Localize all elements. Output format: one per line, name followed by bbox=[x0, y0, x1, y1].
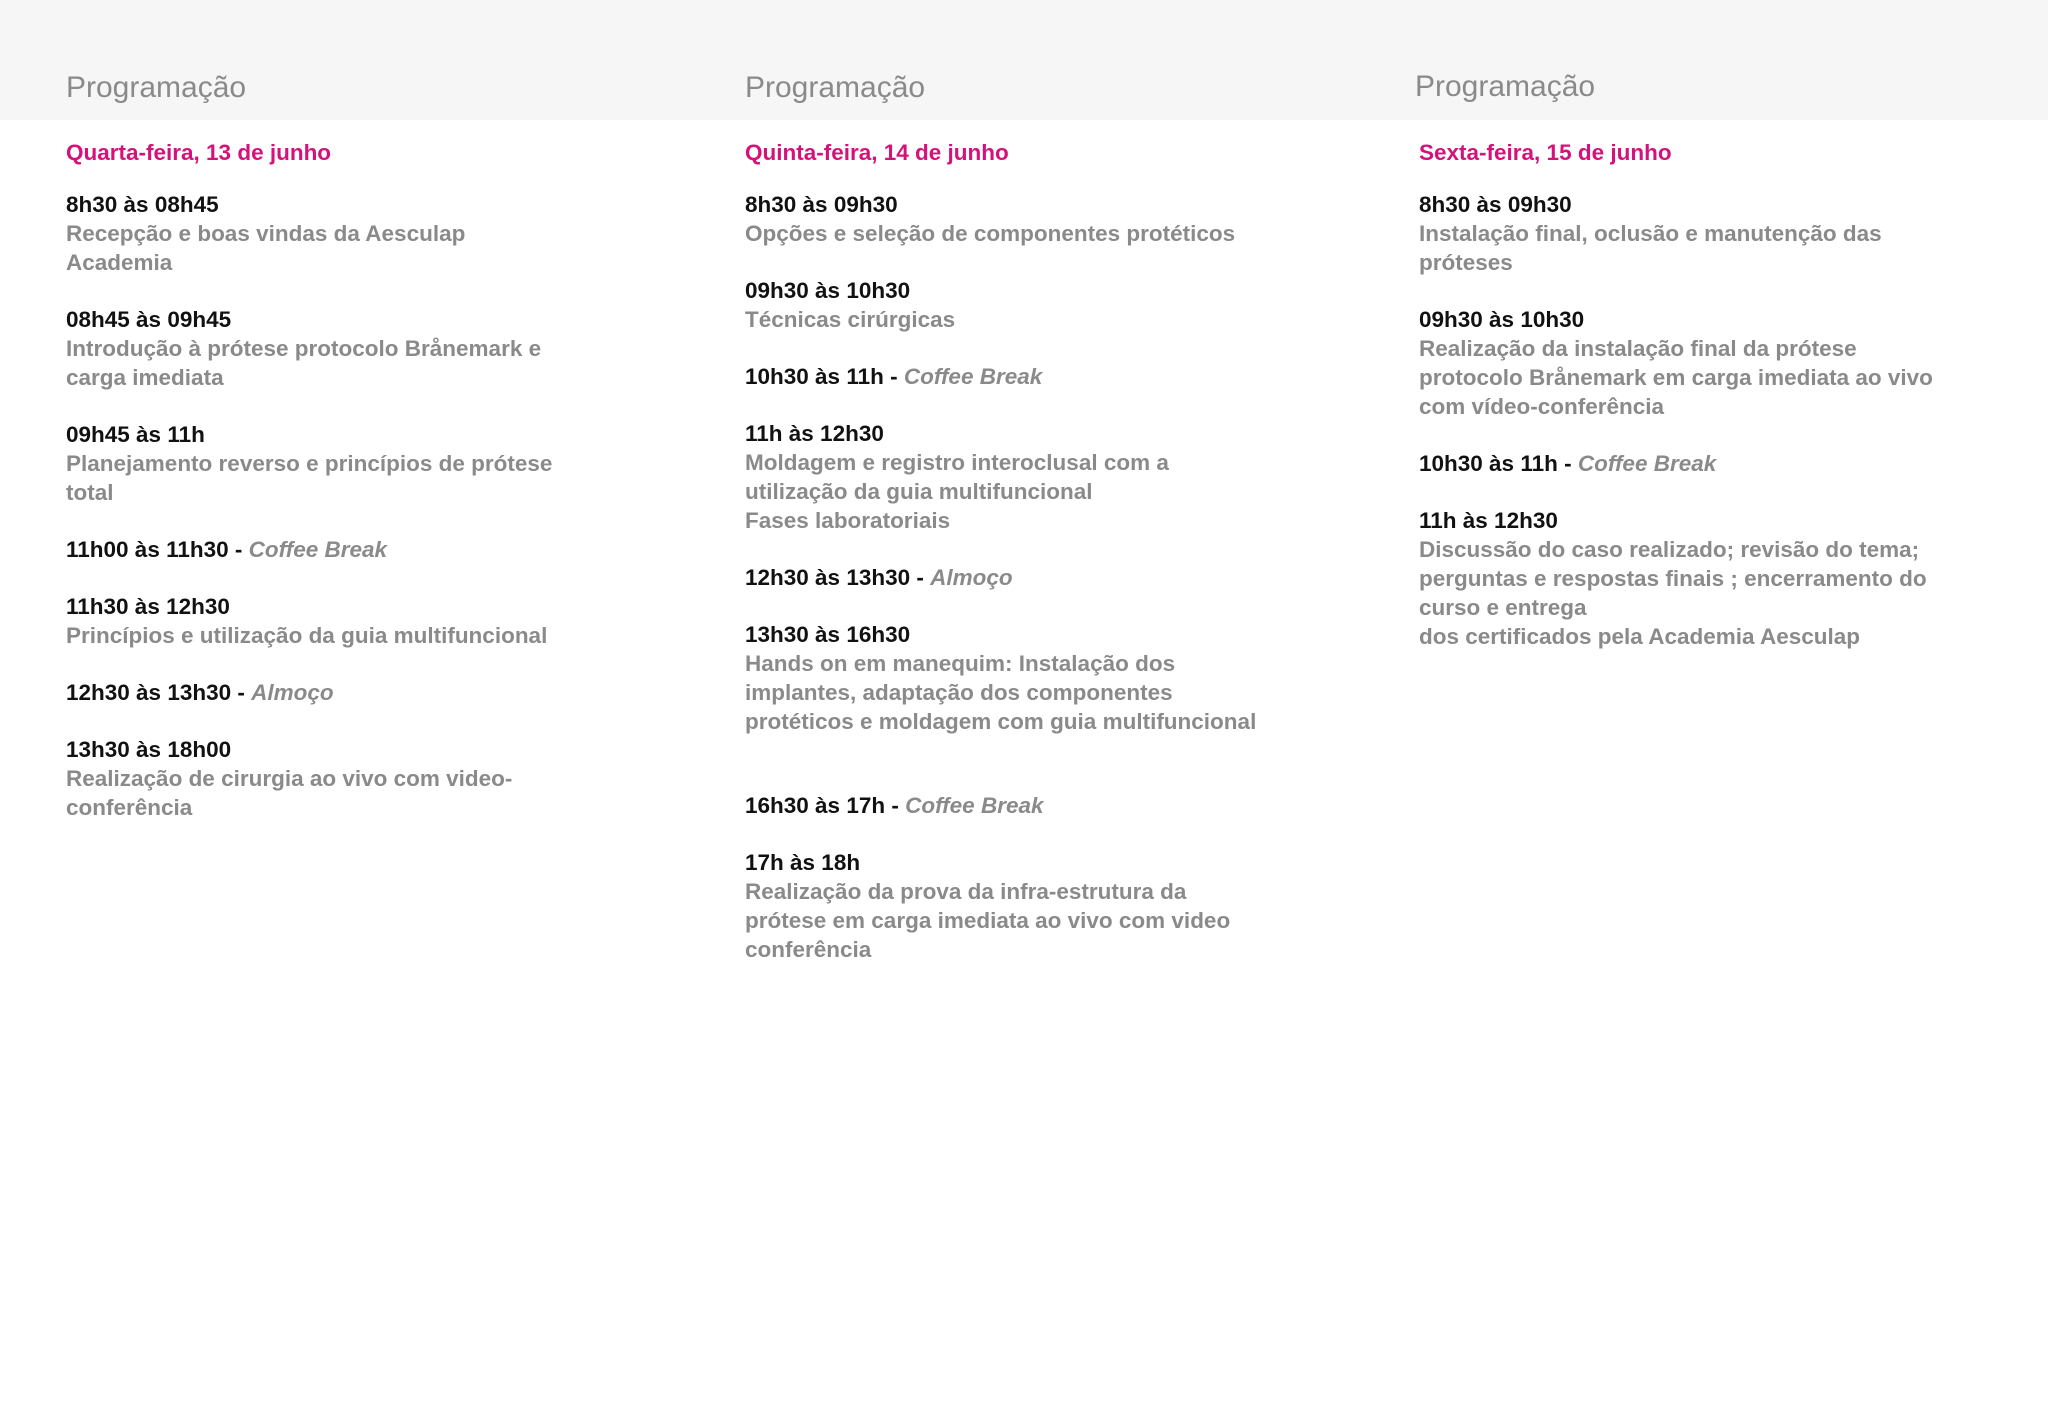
schedule-entry bbox=[1419, 190, 1989, 277]
day-heading: Quinta-feira, 14 de junho bbox=[745, 140, 1009, 165]
schedule-entry bbox=[66, 305, 626, 392]
entry-description: Hands on em manequim: Instalação dos implantes, adaptação dos componentes protéticos e moldagem com guia multifuncional bbox=[745, 651, 1257, 734]
entry-time: 13h30 às 18h00 bbox=[66, 737, 232, 762]
column-title: Programação bbox=[1415, 70, 1596, 103]
schedule-entry bbox=[66, 535, 626, 564]
entry-time: 16h30 às 17h - Coffee Break bbox=[745, 793, 1044, 818]
entry-time: 09h30 às 10h30 bbox=[745, 278, 911, 303]
entry-description: Planejamento reverso e princípios de prótese total bbox=[66, 451, 553, 505]
schedule-entry bbox=[1419, 449, 1989, 478]
schedule-entry bbox=[66, 735, 626, 822]
schedule-entry bbox=[1419, 305, 1989, 421]
day-heading: Quarta-feira, 13 de junho bbox=[66, 140, 332, 165]
schedule-entry bbox=[745, 419, 1305, 535]
entry-description: Técnicas cirúrgicas bbox=[745, 307, 956, 332]
schedule-entry bbox=[66, 190, 626, 277]
header-band bbox=[0, 0, 2048, 120]
entry-time: 10h30 às 11h - Coffee Break bbox=[745, 364, 1043, 389]
entry-time: 10h30 às 11h - Coffee Break bbox=[1419, 451, 1717, 476]
day-heading: Sexta-feira, 15 de junho bbox=[1419, 140, 1672, 165]
schedule-entry bbox=[66, 592, 626, 650]
entry-time: 08h45 às 09h45 bbox=[66, 307, 232, 332]
entry-time: 11h às 12h30 bbox=[1419, 508, 1558, 533]
entry-description: Recepção e boas vindas da Aesculap Academia bbox=[66, 221, 466, 275]
entry-description: Moldagem e registro interoclusal com a utilização da guia multifuncional Fases laboratoriais bbox=[745, 450, 1169, 533]
day-block bbox=[1419, 138, 1989, 679]
entry-note: Almoço bbox=[930, 565, 1013, 590]
entry-description: Realização da instalação final da prótese protocolo Brånemark em carga imediata ao vivo com vídeo-conferência bbox=[1419, 336, 1933, 419]
entry-time: 8h30 às 09h30 bbox=[1419, 192, 1572, 217]
entry-time: 09h45 às 11h bbox=[66, 422, 205, 447]
schedule-entry bbox=[745, 563, 1305, 592]
schedule-entry bbox=[745, 620, 1305, 736]
entry-time: 8h30 às 08h45 bbox=[66, 192, 219, 217]
schedule-entry bbox=[66, 678, 626, 707]
entry-note: Coffee Break bbox=[1577, 451, 1717, 476]
schedule-entry bbox=[1419, 506, 1989, 651]
entry-time: 09h30 às 10h30 bbox=[1419, 307, 1585, 332]
day-block bbox=[66, 138, 626, 850]
entry-note: Almoço bbox=[251, 680, 334, 705]
entry-time: 8h30 às 09h30 bbox=[745, 192, 898, 217]
column-title: Programação bbox=[745, 71, 926, 104]
entry-time: 12h30 às 13h30 - Almoço bbox=[66, 680, 334, 705]
entry-time: 17h às 18h bbox=[745, 850, 861, 875]
entry-time: 13h30 às 16h30 bbox=[745, 622, 911, 647]
schedule-entry bbox=[66, 420, 626, 507]
entry-note: Coffee Break bbox=[903, 364, 1043, 389]
schedule-entry bbox=[745, 848, 1305, 964]
schedule-entry bbox=[745, 791, 1305, 820]
entry-description: Instalação final, oclusão e manutenção das próteses bbox=[1419, 221, 1882, 275]
entry-time: 11h às 12h30 bbox=[745, 421, 884, 446]
entry-time: 11h00 às 11h30 - Coffee Break bbox=[66, 537, 388, 562]
entry-description: Princípios e utilização da guia multifuncional bbox=[66, 623, 548, 648]
entry-note: Coffee Break bbox=[905, 793, 1044, 818]
entry-note: Coffee Break bbox=[248, 537, 388, 562]
entry-description: Introdução à prótese protocolo Brånemark e carga imediata bbox=[66, 336, 542, 390]
schedule-entry bbox=[745, 276, 1305, 334]
entry-time: 12h30 às 13h30 - Almoço bbox=[745, 565, 1013, 590]
day-block bbox=[745, 138, 1305, 992]
entry-description: Realização da prova da infra-estrutura da prótese em carga imediata ao vivo com video conferência bbox=[745, 879, 1231, 962]
entry-time: 11h30 às 12h30 bbox=[66, 594, 230, 619]
entry-description: Discussão do caso realizado; revisão do tema; perguntas e respostas finais ; encerramento do curso e entrega dos certificados pela Academia Aesculap bbox=[1419, 537, 1927, 649]
entry-description: Opções e seleção de componentes protéticos bbox=[745, 221, 1236, 246]
column-title: Programação bbox=[66, 71, 247, 104]
schedule-entry bbox=[745, 190, 1305, 248]
schedule-entry bbox=[745, 362, 1305, 391]
entry-description: Realização de cirurgia ao vivo com video- conferência bbox=[66, 766, 513, 820]
